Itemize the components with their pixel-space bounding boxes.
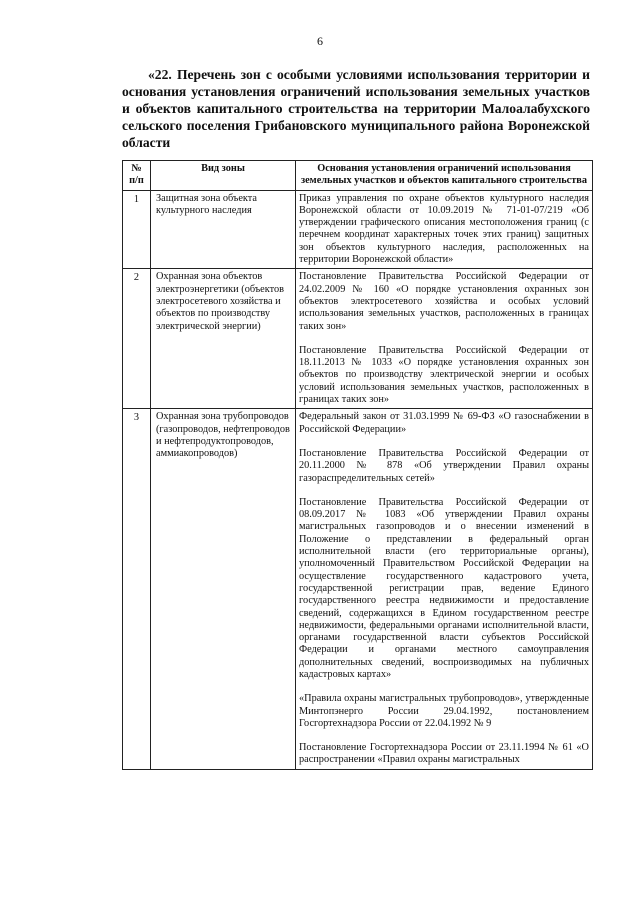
section-title-text: «22. Перечень зон с особыми условиями использования территории и основания установления ограничений использования земельных участков и объектов капитального строительства на территории Малоалабухского сельского поселения Грибановского муниципального района Воронежской области	[122, 67, 590, 150]
row-basis	[296, 190, 593, 269]
table-row	[123, 409, 593, 769]
header-basis: Основания установления ограничений использования земельных участков и объектов капитального строительства	[296, 161, 593, 191]
row-num: 1	[123, 190, 151, 269]
row-num: 2	[123, 269, 151, 409]
page-number: 6	[317, 34, 323, 48]
basis-paragraph: Федеральный закон от 31.03.1999 № 69-ФЗ «О газоснабжении в Российской Федерации»	[299, 411, 589, 435]
section-title	[122, 66, 590, 151]
table-header-row	[123, 161, 593, 191]
row-basis	[296, 269, 593, 409]
row-num: 3	[123, 409, 151, 769]
basis-paragraph: Постановление Правительства Российской Федерации от 20.11.2000 № 878 «Об утверждении Правил охраны газораспределительных сетей»	[299, 447, 589, 484]
table-row	[123, 190, 593, 269]
zones-table	[122, 160, 593, 770]
basis-paragraph: Постановление Госгортехнадзора России от 23.11.1994 № 61 «О распространении «Правил охраны магистральных	[299, 742, 589, 766]
table-row	[123, 269, 593, 409]
header-zone: Вид зоны	[151, 161, 296, 191]
basis-paragraph: Постановление Правительства Российской Федерации от 24.02.2009 № 160 «О порядке установления охранных зон объектов электросетевого хозяйства и особых условий использования земельных участков, расположенных в границах таких зон»	[299, 271, 589, 332]
basis-paragraph: «Правила охраны магистральных трубопроводов», утвержденные Минтопэнерго России 29.04.1992, постановлением Госгортехнадзора России от 22.04.1992 № 9	[299, 693, 589, 729]
row-zone: Охранная зона объектов электроэнергетики (объектов электросетевого хозяйства и объектов по производству электрической энергии)	[151, 269, 296, 409]
row-basis	[296, 409, 593, 769]
basis-paragraph: Постановление Правительства Российской Федерации от 18.11.2013 № 1033 «О порядке установления охранных зон объектов по производству электрической энергии и особых условий использования земельных участков, расположенных в границах таких зон»	[299, 344, 589, 406]
basis-paragraph: Приказ управления по охране объектов культурного наследия Воронежской области от 10.09.2019 № 71-01-07/219 «Об утверждении графического описания местоположения границ (с перечнем координат характерных точек этих границ) защитных зон объектов культурного наследия, расположенных на территории Воронежской области»	[299, 192, 589, 266]
row-zone: Защитная зона объекта культурного наследия	[151, 190, 296, 269]
basis-paragraph: Постановление Правительства Российской Федерации от 08.09.2017 № 1083 «Об утверждении Правил охраны магистральных газопроводов и о внесении изменений в Положение о представлении в федеральный орган исполнительной власти (его территориальные органы), уполномоченный Правительством Российской Федерации на осуществление государственного кадастрового учета, государственной регистрации прав, ведение Единого государственного реестра недвижимости и предоставление сведений, содержащихся в Едином государственном реестре недвижимости, федеральными органами исполнительной власти, органами государственной власти субъектов Российской Федерации и органами местного самоуправления дополнительных сведений, воспроизводимых на публичных кадастровых картах»	[299, 496, 589, 680]
header-num: № п/п	[123, 161, 151, 191]
row-zone: Охранная зона трубопроводов (газопроводов, нефтепроводов и нефтепродуктопроводов, аммиакопроводов)	[151, 409, 296, 769]
